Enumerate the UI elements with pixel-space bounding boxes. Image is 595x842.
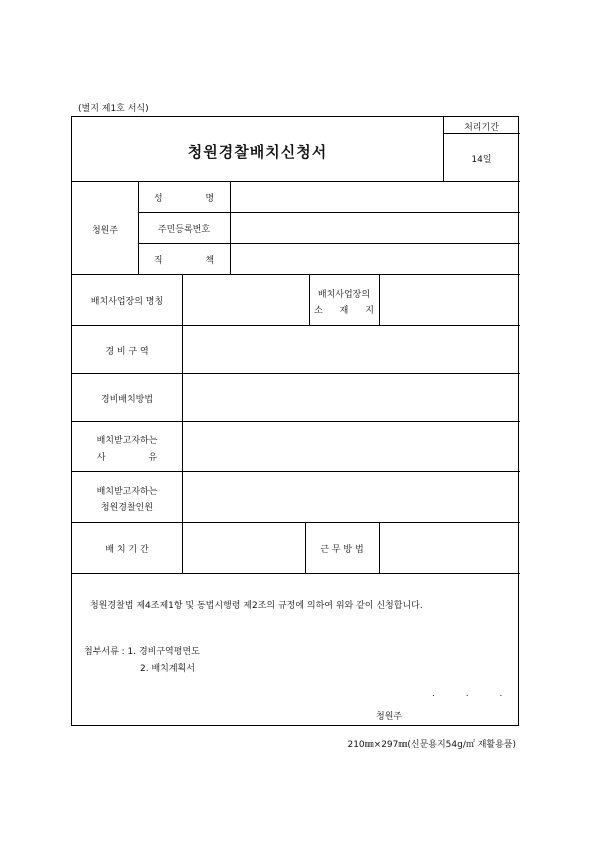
applicant-label-divider	[230, 181, 231, 274]
workplace-mid-divider-2	[379, 274, 380, 325]
reason-bottom-line	[72, 471, 520, 472]
form-number-label: (별지 제1호 서식)	[78, 104, 149, 114]
reason-label-2: 사 유	[96, 453, 158, 463]
signer-label: 청원주	[376, 712, 403, 722]
guard-method-field[interactable]	[188, 392, 508, 406]
processing-divider	[443, 133, 520, 134]
workplace-location-label-2: 소 재 지	[314, 306, 374, 316]
personnel-label-1: 배치받고자하는	[96, 487, 158, 497]
applicant-line-1	[138, 212, 520, 213]
work-method-field[interactable]	[385, 542, 510, 556]
guard-method-bottom-line	[72, 421, 520, 422]
period-bottom-line	[72, 573, 520, 574]
position-label: 직 책	[153, 256, 215, 266]
form-title: 청원경찰배치신청서	[187, 143, 328, 161]
guard-method-label: 경비배치방법	[100, 395, 154, 405]
personnel-bottom-line	[72, 522, 520, 523]
date-marks: . . .	[432, 689, 503, 699]
applicant-group-label: 청원주	[91, 226, 119, 236]
guard-area-bottom-line	[72, 373, 520, 374]
processing-period-value: 14일	[471, 155, 492, 165]
personnel-label-2: 청원경찰인원	[100, 503, 154, 513]
reason-label-1: 배치받고자하는	[96, 436, 158, 446]
header-bottom-line	[72, 181, 520, 182]
resident-number-label: 주민등록번호	[157, 225, 211, 235]
attachments-label: 첨부서류 : 1. 경비구역평면도	[84, 647, 200, 657]
guard-area-label: 경 비 구 역	[105, 347, 149, 357]
statement-text: 청원경찰법 제4조제1항 및 동법시행령 제2조의 규정에 의하여 위와 같이 신청합니다.	[90, 601, 423, 611]
personnel-field[interactable]	[188, 492, 508, 506]
workplace-location-label-1: 배치사업장의	[317, 290, 371, 300]
name-label: 성 명	[153, 194, 215, 204]
reason-field[interactable]	[188, 439, 508, 453]
application-form	[71, 116, 519, 726]
label-column-divider	[182, 274, 183, 573]
paper-spec-footer: 210㎜×297㎜(신문용지54g/㎡ 재활용품)	[347, 740, 516, 750]
period-field[interactable]	[188, 542, 298, 556]
applicant-line-2	[138, 243, 520, 244]
applicant-bottom-line	[72, 274, 520, 275]
attachments-item-2: 2. 배치계획서	[140, 664, 195, 674]
workplace-name-label: 배치사업장의 명칭	[90, 297, 164, 307]
period-mid-divider-2	[379, 522, 380, 573]
processing-period-label: 처리기간	[464, 123, 499, 133]
workplace-bottom-line	[72, 325, 520, 326]
work-method-label: 근 무 방 법	[320, 545, 364, 555]
period-label: 배 치 기 간	[105, 545, 149, 555]
guard-area-field[interactable]	[188, 344, 508, 358]
